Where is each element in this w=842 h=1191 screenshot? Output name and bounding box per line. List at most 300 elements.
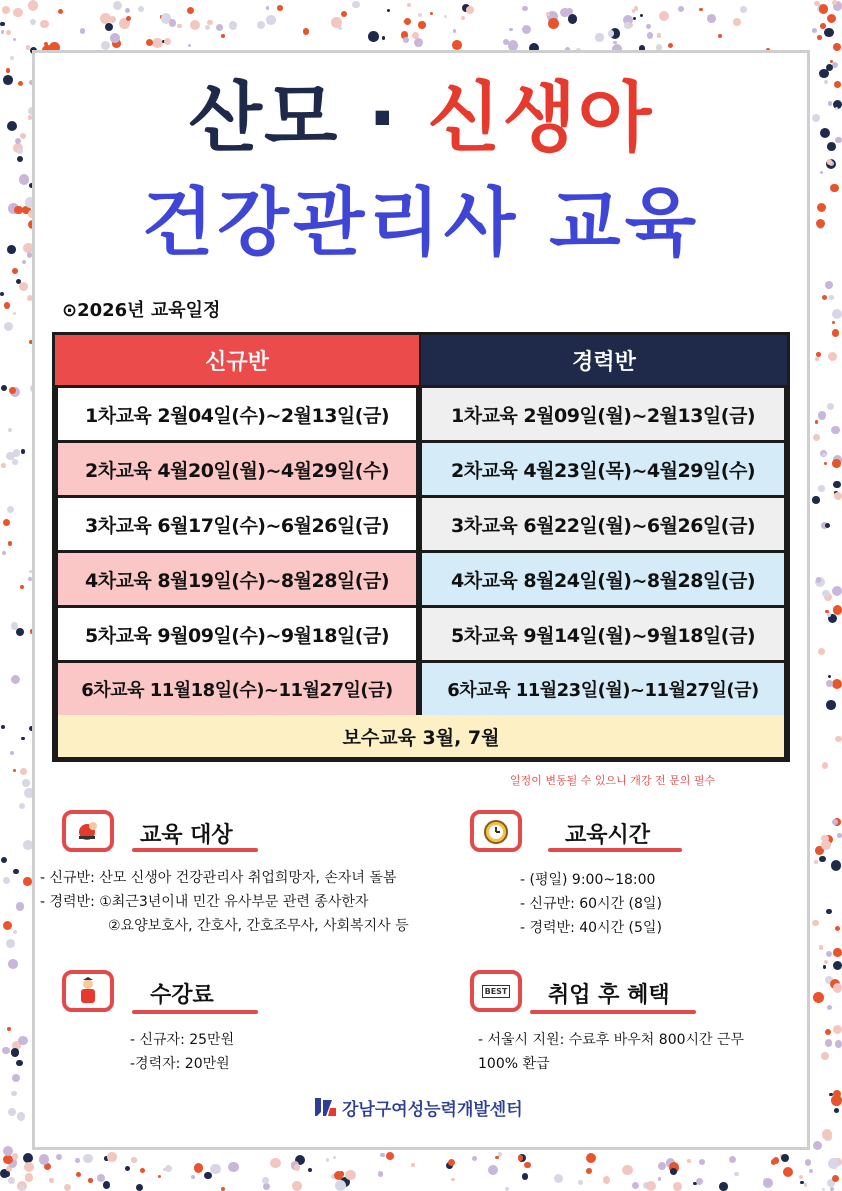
- confetti-dot: [335, 1180, 346, 1191]
- confetti-dot: [568, 14, 577, 23]
- confetti-dot: [8, 959, 17, 968]
- confetti-dot: [13, 930, 17, 934]
- confetti-dot: [4, 302, 11, 309]
- confetti-dot: [678, 6, 684, 12]
- confetti-dot: [818, 485, 824, 491]
- confetti-dot: [673, 1182, 682, 1191]
- confetti-dot: [3, 1146, 13, 1156]
- confetti-dot: [444, 15, 447, 18]
- confetti-dot: [781, 1154, 789, 1162]
- confetti-dot: [21, 449, 25, 453]
- confetti-dot: [418, 21, 425, 28]
- confetti-dot: [2, 1047, 10, 1055]
- confetti-dot: [509, 28, 512, 31]
- table-cell-new-1: 1차교육 2월04일(수)~2월13일(금): [58, 388, 416, 440]
- confetti-dot: [831, 426, 840, 435]
- confetti-dot: [16, 628, 24, 636]
- schedule-label: ⊙2026년 교육일정: [62, 300, 221, 321]
- main-title-line2: 건강관리사 교육: [141, 180, 701, 266]
- confetti-dot: [629, 23, 633, 27]
- confetti-dot: [524, 1162, 531, 1169]
- confetti-dot: [257, 21, 265, 29]
- target-underline: [132, 848, 258, 852]
- confetti-dot: [103, 1181, 110, 1188]
- confetti-dot: [13, 38, 16, 41]
- confetti-dot: [3, 921, 12, 930]
- confetti-dot: [632, 9, 636, 13]
- confetti-dot: [386, 1152, 394, 1160]
- table-cell-new-2: 2차교육 4월20일(월)~4월29일(수): [58, 443, 416, 495]
- table-cell-exp-6: 6차교육 11월23일(월)~11월27일(금): [422, 663, 784, 715]
- confetti-dot: [658, 1162, 666, 1170]
- table-cell-exp-2: 2차교육 4월23일(목)~4월29일(수): [422, 443, 784, 495]
- hours-line-weekday: - (평일) 9:00~18:00: [520, 872, 656, 888]
- confetti-dot: [825, 523, 830, 528]
- confetti-dot: [164, 38, 171, 45]
- target-line-new: - 신규반: 산모 신생아 건강관리사 취업희망자, 손자녀 돌봄: [40, 870, 397, 886]
- confetti-dot: [210, 1164, 220, 1174]
- confetti-dot: [3, 519, 11, 527]
- confetti-dot: [805, 1159, 811, 1165]
- confetti-dot: [734, 1172, 739, 1177]
- confetti-dot: [13, 8, 22, 17]
- confetti-dot: [4, 322, 13, 331]
- confetti-dot: [221, 1187, 225, 1191]
- confetti-dot: [20, 768, 27, 775]
- target-line-exp2: ②요양보호사, 간호사, 간호조무사, 사회복지사 등: [108, 918, 409, 934]
- confetti-dot: [345, 1170, 356, 1181]
- confetti-dot: [207, 20, 212, 25]
- confetti-dot: [834, 492, 842, 500]
- confetti-dot: [40, 20, 48, 28]
- confetti-dot: [828, 1158, 839, 1169]
- title-part-mother: 산모 ·: [188, 73, 428, 162]
- header-experienced-class: 경력반: [421, 335, 787, 385]
- confetti-dot: [816, 352, 821, 357]
- confetti-dot: [18, 1036, 28, 1046]
- best-badge-label: BEST: [482, 985, 511, 998]
- confetti-dot: [740, 6, 748, 14]
- confetti-dot: [819, 856, 825, 862]
- confetti-dot: [10, 751, 14, 755]
- confetti-dot: [814, 1, 820, 7]
- confetti-dot: [12, 268, 18, 274]
- confetti-dot: [833, 983, 842, 992]
- confetti-dot: [718, 34, 722, 38]
- confetti-dot: [138, 6, 144, 12]
- confetti-dot: [783, 1167, 793, 1177]
- confetti-dot: [827, 14, 836, 23]
- confetti-dot: [809, 1169, 813, 1173]
- confetti-dot: [165, 1165, 172, 1172]
- confetti-dot: [158, 1175, 161, 1178]
- confetti-dot: [229, 21, 237, 29]
- confetti-dot: [832, 321, 835, 324]
- confetti-dot: [303, 28, 310, 35]
- confetti-dot: [341, 11, 347, 17]
- confetti-dot: [822, 1188, 825, 1191]
- confetti-dot: [522, 25, 531, 34]
- confetti-dot: [8, 1177, 15, 1184]
- confetti-dot: [1, 385, 7, 391]
- confetti-dot: [12, 1153, 18, 1159]
- confetti-dot: [136, 1184, 143, 1191]
- confetti-dot: [30, 19, 37, 26]
- confetti-dot: [827, 1005, 832, 1010]
- confetti-dot: [719, 1182, 728, 1191]
- confetti-dot: [832, 819, 838, 825]
- confetti-dot: [2, 6, 10, 14]
- confetti-dot: [818, 411, 827, 420]
- confetti-dot: [821, 1052, 829, 1060]
- confetti-dot: [56, 1154, 62, 1160]
- confetti-dot: [488, 1165, 498, 1175]
- confetti-dot: [418, 13, 423, 18]
- confetti-dot: [813, 434, 820, 441]
- confetti-dot: [19, 282, 28, 291]
- confetti-dot: [8, 1108, 16, 1116]
- confetti-dot: [835, 926, 840, 931]
- table-cell-exp-1: 1차교육 2월09일(월)~2월13일(금): [422, 388, 784, 440]
- confetti-dot: [11, 675, 21, 685]
- confetti-dot: [331, 17, 342, 28]
- confetti-dot: [813, 992, 824, 1003]
- confetti-dot: [169, 19, 177, 27]
- confetti-dot: [825, 1029, 832, 1036]
- confetti-dot: [670, 1168, 677, 1175]
- target-title: 교육 대상: [140, 823, 233, 848]
- clock-icon: [470, 810, 522, 852]
- confetti-dot: [414, 38, 423, 47]
- confetti-dot: [824, 28, 834, 38]
- confetti-dot: [822, 453, 825, 456]
- confetti-dot: [19, 174, 29, 184]
- confetti-dot: [824, 960, 829, 965]
- confetti-dot: [522, 1173, 529, 1180]
- confetti-dot: [834, 1108, 839, 1113]
- confetti-dot: [17, 156, 23, 162]
- confetti-dot: [190, 20, 200, 30]
- confetti-dot: [833, 961, 842, 970]
- confetti-dot: [204, 1172, 212, 1180]
- confetti-dot: [17, 1112, 26, 1121]
- hours-title: 교육시간: [565, 823, 651, 848]
- hours-line-exp: - 경력반: 40시간 (5일): [520, 920, 662, 936]
- confetti-dot: [687, 1159, 691, 1163]
- confetti-dot: [131, 1157, 136, 1162]
- confetti-dot: [11, 1091, 16, 1096]
- confetti-dot: [586, 1153, 596, 1163]
- confetti-dot: [461, 16, 465, 20]
- confetti-dot: [495, 1156, 499, 1160]
- confetti-dot: [608, 30, 614, 36]
- confetti-dot: [816, 577, 821, 582]
- confetti-dot: [407, 3, 411, 7]
- confetti-dot: [815, 420, 819, 424]
- fee-title: 수강료: [150, 983, 214, 1008]
- confetti-dot: [404, 18, 412, 26]
- confetti-dot: [24, 1162, 34, 1172]
- confetti-dot: [699, 8, 702, 11]
- confetti-dot: [832, 1175, 839, 1182]
- confetti-dot: [814, 860, 818, 864]
- confetti-dot: [11, 1048, 20, 1057]
- confetti-dot: [825, 1039, 833, 1047]
- organization-logo: [312, 1094, 523, 1120]
- fee-line-exp: -경력자: 20만원: [130, 1056, 230, 1072]
- confetti-dot: [125, 1166, 130, 1171]
- confetti-dot: [308, 1168, 312, 1172]
- confetti-dot: [453, 29, 456, 32]
- confetti-dot: [833, 948, 842, 957]
- confetti-dot: [294, 1164, 300, 1170]
- confetti-dot: [823, 965, 826, 968]
- confetti-dot: [262, 1177, 269, 1184]
- confetti-dot: [696, 1178, 703, 1185]
- confetti-dot: [216, 24, 223, 31]
- confetti-dot: [822, 1129, 832, 1139]
- confetti-dot: [22, 260, 26, 264]
- confetti-dot: [817, 35, 822, 40]
- confetti-dot: [825, 610, 829, 614]
- confetti-dot: [812, 920, 818, 926]
- confetti-dot: [4, 1171, 9, 1176]
- confetti-dot: [126, 16, 131, 21]
- confetti-dot: [352, 1, 360, 9]
- confetti-dot: [101, 41, 110, 50]
- organization-logo-icon: [312, 1094, 338, 1120]
- best-badge-icon: [470, 970, 522, 1012]
- confetti-dot: [11, 622, 18, 629]
- confetti-dot: [821, 840, 831, 850]
- confetti-dot: [448, 1159, 455, 1166]
- confetti-dot: [603, 1176, 610, 1183]
- confetti-dot: [20, 585, 24, 589]
- confetti-dot: [822, 295, 827, 300]
- target-icon: [62, 810, 114, 852]
- confetti-dot: [833, 43, 841, 51]
- confetti-dot: [270, 1158, 280, 1168]
- confetti-dot: [763, 1178, 773, 1188]
- confetti-dot: [8, 428, 12, 432]
- confetti-dot: [387, 9, 391, 13]
- confetti-dot: [822, 590, 830, 598]
- confetti-dot: [382, 36, 386, 40]
- confetti-dot: [828, 675, 831, 678]
- confetti-dot: [0, 22, 4, 26]
- confetti-dot: [205, 25, 210, 30]
- hours-underline: [548, 848, 682, 852]
- target-line-exp: - 경력반: ①최근3년이내 민간 유사부문 관련 종사한자: [40, 894, 369, 910]
- confetti-dot: [19, 803, 25, 809]
- confetti-dot: [64, 1184, 71, 1191]
- confetti-dot: [826, 64, 833, 71]
- confetti-dot: [548, 18, 558, 28]
- confetti-dot: [13, 312, 16, 315]
- confetti-dot: [76, 1172, 81, 1177]
- title-part-newborn: 신생아: [427, 73, 654, 162]
- confetti-dot: [452, 40, 462, 50]
- confetti-dot: [6, 939, 15, 948]
- confetti-dot: [49, 1178, 54, 1183]
- confetti-dot: [13, 769, 16, 772]
- confetti-dot: [83, 1154, 92, 1163]
- confetti-dot: [368, 31, 379, 42]
- confetti-dot: [191, 1175, 195, 1179]
- confetti-dot: [263, 1183, 270, 1190]
- confetti-dot: [554, 1174, 563, 1183]
- benefit-line1: - 서울시 지원: 수료후 바우처 800시간 근무: [478, 1032, 745, 1048]
- confetti-dot: [826, 700, 835, 709]
- confetti-dot: [403, 37, 409, 43]
- confetti-dot: [799, 1175, 803, 1179]
- confetti-dot: [586, 1168, 592, 1174]
- confetti-dot: [16, 902, 24, 910]
- confetti-dot: [832, 329, 840, 337]
- confetti-dot: [658, 1177, 662, 1181]
- confetti-dot: [505, 1187, 509, 1191]
- confetti-dot: [833, 605, 842, 614]
- table-cell-new-3: 3차교육 6월17일(수)~6월26일(금): [58, 498, 416, 550]
- confetti-dot: [378, 1171, 383, 1176]
- confetti-dot: [832, 679, 842, 689]
- confetti-dot: [560, 8, 570, 18]
- confetti-dot: [7, 1027, 11, 1031]
- confetti-dot: [827, 403, 834, 410]
- confetti-dot: [812, 28, 817, 33]
- confetti-dot: [829, 1093, 832, 1096]
- confetti-dot: [326, 1158, 329, 1161]
- confetti-dot: [622, 1165, 632, 1175]
- confetti-dot: [277, 5, 283, 11]
- confetti-dot: [7, 506, 14, 513]
- confetti-dot: [815, 357, 819, 361]
- confetti-dot: [659, 11, 669, 21]
- table-cell-exp-5: 5차교육 9월14일(월)~9월18일(금): [422, 608, 784, 660]
- confetti-dot: [266, 6, 269, 9]
- confetti-dot: [633, 17, 636, 20]
- confetti-dot: [829, 295, 834, 300]
- confetti-dot: [828, 352, 837, 361]
- confetti-dot: [25, 1173, 34, 1182]
- confetti-dot: [822, 762, 828, 768]
- confetti-dot: [292, 1181, 302, 1191]
- confetti-dot: [578, 1180, 583, 1185]
- confetti-dot: [826, 951, 832, 957]
- confetti-dot: [110, 33, 120, 43]
- confetti-dot: [699, 1159, 705, 1165]
- confetti-dot: [647, 32, 654, 39]
- confetti-dot: [187, 7, 194, 14]
- confetti-dot: [6, 68, 11, 73]
- confetti-dot: [825, 281, 833, 289]
- confetti-dot: [646, 24, 651, 29]
- confetti-dot: [266, 15, 276, 25]
- confetti-dot: [451, 1178, 455, 1182]
- confetti-dot: [58, 9, 63, 14]
- confetti-dot: [28, 0, 38, 10]
- confetti-dot: [832, 586, 842, 596]
- confetti-dot: [812, 496, 819, 503]
- confetti-dot: [22, 779, 30, 787]
- confetti-dot: [832, 459, 840, 467]
- confetti-dot: [833, 1025, 842, 1034]
- confetti-dot: [430, 12, 433, 15]
- confetti-dot: [113, 1, 122, 10]
- confetti-dot: [100, 13, 111, 24]
- confetti-dot: [21, 737, 24, 740]
- confetti-dot: [819, 945, 823, 949]
- confetti-dot: [12, 459, 17, 464]
- confetti-dot: [8, 541, 13, 546]
- confetti-dot: [23, 877, 32, 886]
- table-cell-new-5: 5차교육 9월09일(수)~9월18일(금): [58, 608, 416, 660]
- confetti-dot: [830, 1187, 834, 1191]
- confetti-dot: [16, 1060, 23, 1067]
- organization-name: 강남구여성능력개발센터: [342, 1099, 523, 1120]
- table-cell-exp-3: 3차교육 6월22일(월)~6월26일(금): [422, 498, 784, 550]
- confetti-dot: [334, 1171, 343, 1180]
- confetti-dot: [107, 1152, 116, 1161]
- confetti-dot: [826, 909, 831, 914]
- confetti-dot: [835, 1040, 842, 1047]
- confetti-dot: [835, 736, 842, 743]
- confetti-dot: [10, 56, 14, 60]
- confetti-dot: [466, 6, 474, 14]
- confetti-dot: [1, 463, 5, 467]
- confetti-dot: [75, 1158, 80, 1163]
- confetti-dot: [827, 159, 832, 164]
- confetti-dot: [729, 1156, 736, 1163]
- benefit-line2: 100% 환급: [478, 1056, 550, 1072]
- confetti-dot: [380, 1153, 385, 1158]
- confetti-dot: [831, 860, 841, 870]
- confetti-dot: [819, 4, 829, 14]
- table-cell-new-4: 4차교육 8월19일(수)~8월28일(금): [58, 553, 416, 605]
- confetti-dot: [105, 23, 113, 31]
- confetti-dot: [333, 1156, 336, 1159]
- confetti-dot: [824, 462, 827, 465]
- confetti-dot: [595, 33, 603, 41]
- confetti-dot: [826, 680, 833, 687]
- confetti-dot: [152, 38, 162, 48]
- confetti-dot: [80, 28, 86, 34]
- confetti-dot: [2, 551, 6, 555]
- benefit-underline: [530, 1010, 696, 1014]
- schedule-table: [52, 332, 790, 762]
- confetti-dot: [522, 6, 527, 11]
- confetti-dot: [3, 877, 10, 884]
- confetti-dot: [813, 1141, 822, 1150]
- confetti-dot: [1, 30, 5, 34]
- confetti-dot: [818, 648, 825, 655]
- fee-line-new: - 신규자: 25만원: [130, 1032, 235, 1048]
- main-title-line1: [0, 73, 842, 162]
- confetti-dot: [194, 1163, 203, 1172]
- fee-underline: [132, 1010, 258, 1014]
- confetti-dot: [411, 1163, 415, 1167]
- table-cell-exp-4: 4차교육 8월24일(월)~8월28일(금): [422, 553, 784, 605]
- confetti-dot: [6, 30, 11, 35]
- refresher-training-row: 보수교육 3월, 7월: [58, 715, 784, 757]
- confetti-dot: [668, 43, 673, 48]
- confetti-dot: [1, 725, 5, 729]
- confetti-dot: [177, 24, 181, 28]
- confetti-dot: [773, 1157, 780, 1164]
- confetti-dot: [1, 857, 7, 863]
- confetti-dot: [833, 481, 840, 488]
- confetti-dot: [820, 171, 823, 174]
